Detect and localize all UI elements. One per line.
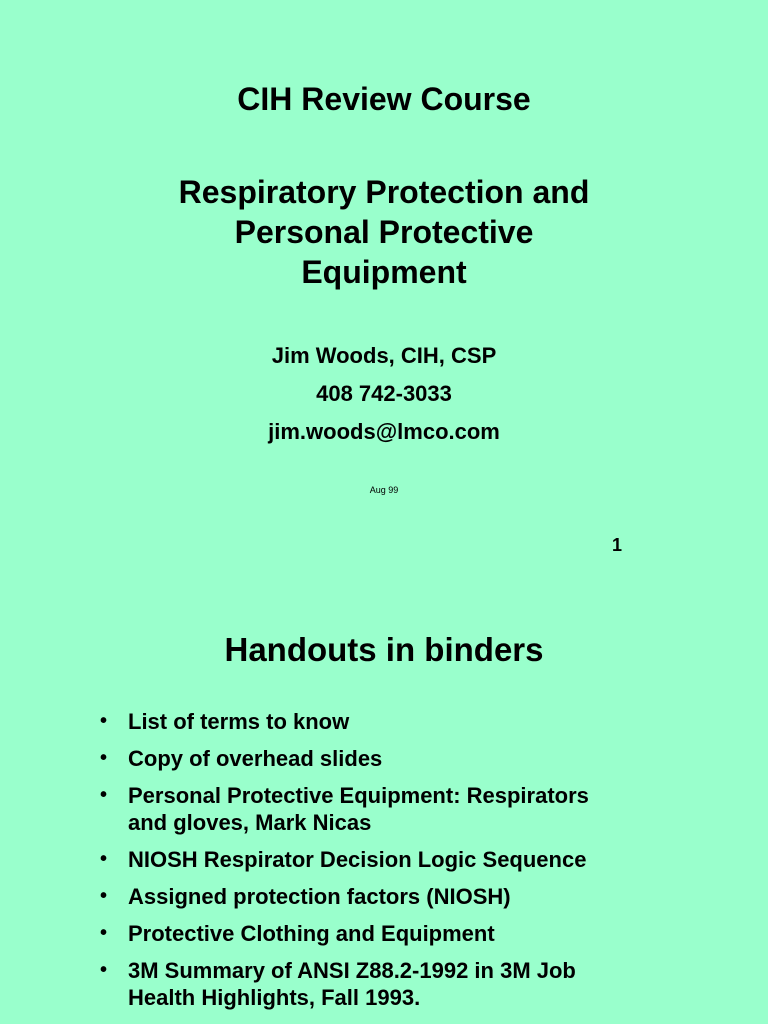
list-item (100, 745, 740, 772)
list-item-text: 3M Summary of ANSI Z88.2-1992 in 3M Job (128, 958, 576, 983)
list-item (100, 846, 740, 873)
slide-date: Aug 99 (369, 485, 399, 495)
bullet-icon: • (100, 784, 108, 806)
bullet-icon: • (100, 710, 108, 732)
bullet-icon: • (100, 885, 108, 907)
slide-title: Handouts in binders (224, 631, 544, 668)
bullet-icon: • (100, 922, 108, 944)
handouts-slide (0, 600, 768, 1024)
course-title: CIH Review Course (237, 81, 531, 117)
list-item (100, 920, 740, 947)
bullet-icon: • (100, 747, 108, 769)
main-title (0, 172, 768, 292)
presenter-email: jim.woods@lmco.com (268, 419, 500, 444)
list-item (100, 708, 740, 735)
handouts-list (100, 708, 740, 1021)
presenter-phone: 408 742-3033 (316, 381, 452, 406)
list-item-text: List of terms to know (128, 709, 350, 734)
main-title-line: Respiratory Protection and (178, 174, 590, 210)
list-item (100, 957, 740, 1011)
list-item-text: and gloves, Mark Nicas (128, 810, 372, 835)
list-item-text: Personal Protective Equipment: Respirators (128, 783, 589, 808)
bullet-icon: • (100, 959, 108, 981)
bullet-icon: • (100, 848, 108, 870)
list-item-text: Health Highlights, Fall 1993. (128, 985, 421, 1010)
presenter-name: Jim Woods, CIH, CSP (271, 343, 497, 368)
presenter-contact (0, 337, 768, 451)
page-number: 1 (612, 535, 623, 555)
list-item-text: Copy of overhead slides (128, 746, 383, 771)
main-title-line: Equipment (301, 254, 467, 290)
list-item (100, 782, 740, 836)
list-item-text: NIOSH Respirator Decision Logic Sequence (128, 847, 587, 872)
list-item-text: Assigned protection factors (NIOSH) (128, 884, 511, 909)
list-item (100, 883, 740, 910)
main-title-line: Personal Protective (234, 214, 534, 250)
list-item-text: Protective Clothing and Equipment (128, 921, 495, 946)
